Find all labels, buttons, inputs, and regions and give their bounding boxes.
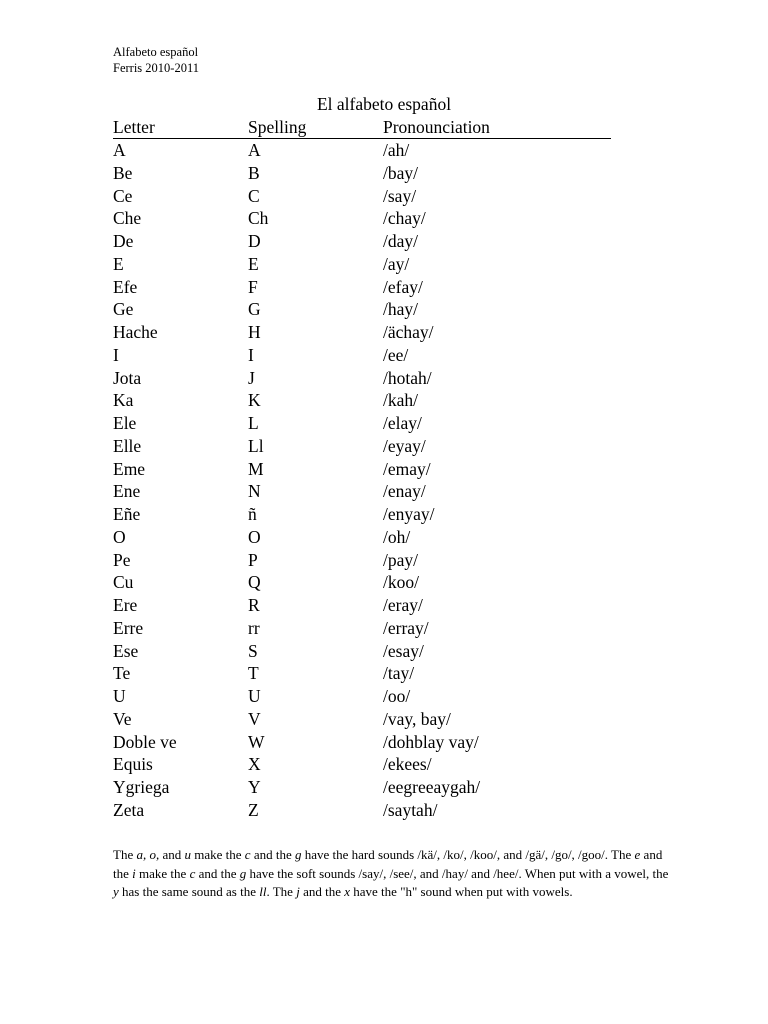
- pronunciation-cell: /enay/: [383, 481, 426, 502]
- note-text: and the: [250, 847, 295, 862]
- letter-name-cell: Doble ve: [113, 731, 177, 752]
- spelling-cell: G: [248, 299, 261, 320]
- pronunciation-cell: /efay/: [383, 276, 423, 297]
- pronunciation-cell: /eray/: [383, 595, 423, 615]
- letter-name-cell: Ge: [113, 299, 134, 320]
- table-row: [113, 617, 611, 640]
- column-header-pronunciation: Pronounciation: [383, 117, 490, 137]
- pronunciation-note: [113, 846, 673, 902]
- table-row: [113, 458, 611, 481]
- pronunciation-cell: /tay/: [383, 663, 415, 684]
- column-header-letter: Letter: [113, 117, 155, 137]
- note-text: have the "h" sound when put with vowels.: [350, 884, 573, 899]
- table-header: [113, 116, 611, 139]
- pronunciation-cell: /oo/: [383, 686, 411, 706]
- spelling-cell: F: [248, 276, 258, 297]
- table-row: [113, 503, 611, 526]
- table-row: [113, 799, 611, 822]
- pronunciation-cell: /elay/: [383, 413, 422, 433]
- spelling-cell: U: [248, 686, 261, 706]
- spelling-cell: V: [248, 708, 261, 729]
- spelling-cell: X: [248, 754, 261, 775]
- note-letter-y: y: [113, 884, 119, 899]
- note-letter-x: x: [344, 884, 351, 899]
- header-teacher-year: Ferris 2010-2011: [113, 61, 199, 75]
- table-row: [113, 162, 611, 185]
- table-row: [113, 435, 611, 458]
- table-row: [113, 298, 611, 321]
- pronunciation-cell: /eegreeaygah/: [383, 777, 481, 797]
- pronunciation-cell: /chay/: [383, 208, 426, 229]
- note-letter-c: c: [189, 865, 196, 881]
- spelling-cell: R: [248, 595, 260, 615]
- letter-name-cell: Che: [113, 208, 142, 229]
- spelling-cell: ñ: [248, 504, 257, 524]
- spelling-cell: rr: [248, 617, 260, 638]
- letter-name-cell: Hache: [113, 322, 158, 342]
- pronunciation-cell: /enyay/: [383, 504, 435, 524]
- pronunciation-cell: /koo/: [383, 572, 419, 593]
- note-letter-c: c: [244, 847, 251, 862]
- table-row: [113, 389, 611, 412]
- note-text: and the: [299, 884, 345, 899]
- table-row: [113, 594, 611, 617]
- table-row: [113, 708, 611, 731]
- spelling-cell: Z: [248, 799, 259, 820]
- doc-title: El alfabeto español: [316, 94, 452, 114]
- note-text: The: [113, 847, 137, 862]
- note-text: and the: [195, 865, 240, 881]
- table-row: [113, 526, 611, 549]
- spelling-cell: Ll: [248, 435, 264, 456]
- table-body: [113, 139, 611, 822]
- letter-name-cell: Cu: [113, 572, 134, 593]
- table-row: [113, 685, 611, 708]
- table-row: [113, 662, 611, 685]
- pronunciation-cell: /kah/: [383, 390, 418, 411]
- table-row: [113, 230, 611, 253]
- letter-name-cell: U: [113, 686, 126, 706]
- spelling-cell: C: [248, 185, 260, 206]
- letter-name-cell: O: [113, 526, 126, 547]
- table-row: [113, 549, 611, 572]
- table-row: [113, 571, 611, 594]
- letter-name-cell: Pe: [113, 549, 131, 570]
- spelling-cell: Ch: [248, 208, 269, 229]
- pronunciation-cell: /ay/: [383, 253, 410, 274]
- pronunciation-cell: /bay/: [383, 162, 418, 183]
- pronunciation-cell: /say/: [383, 185, 417, 206]
- spelling-cell: D: [248, 231, 261, 251]
- letter-name-cell: A: [113, 140, 126, 160]
- table-row: [113, 253, 611, 276]
- table-row: [113, 276, 611, 299]
- spelling-cell: I: [248, 344, 254, 365]
- note-text: have the hard sounds /kä/, /ko/, /koo/, and /gä/, /go/, /goo/. The: [301, 847, 635, 862]
- letter-name-cell: Equis: [113, 754, 153, 775]
- letter-name-cell: Ka: [113, 390, 134, 411]
- spelling-cell: S: [248, 640, 258, 661]
- pronunciation-cell: /dohblay vay/: [383, 731, 479, 752]
- pronunciation-cell: /eyay/: [383, 435, 426, 456]
- letter-name-cell: Ere: [113, 595, 138, 615]
- spelling-cell: H: [248, 322, 261, 342]
- table-row: [113, 207, 611, 230]
- letter-name-cell: Zeta: [113, 799, 145, 820]
- spelling-cell: O: [248, 526, 261, 547]
- spelling-cell: E: [248, 253, 259, 274]
- letter-name-cell: Te: [113, 663, 131, 684]
- pronunciation-cell: /ächay/: [383, 322, 434, 342]
- spelling-cell: L: [248, 413, 259, 433]
- note-text: and: [159, 847, 185, 862]
- letter-name-cell: De: [113, 231, 134, 251]
- spelling-cell: T: [248, 663, 259, 684]
- table-row: [113, 731, 611, 754]
- letter-name-cell: Elle: [113, 435, 142, 456]
- note-letter-ll: ll: [259, 884, 267, 899]
- header-course: Alfabeto español: [113, 45, 199, 59]
- letter-name-cell: Ese: [113, 640, 139, 661]
- letter-name-cell: Erre: [113, 617, 144, 638]
- pronunciation-cell: /hotah/: [383, 367, 432, 388]
- spelling-cell: N: [248, 481, 261, 502]
- note-text: have the soft sounds /say/, /see/, and /hay/ and /hee/. When put with a vowel, the: [246, 865, 669, 881]
- note-vowel-e: e: [634, 847, 641, 862]
- pronunciation-cell: /erray/: [383, 617, 429, 638]
- pronunciation-cell: /emay/: [383, 458, 431, 479]
- letter-name-cell: Ve: [113, 708, 132, 729]
- spelling-cell: W: [248, 731, 265, 752]
- note-letter-g: g: [294, 847, 302, 862]
- page-header: [113, 44, 199, 76]
- letter-name-cell: Ene: [113, 481, 141, 502]
- table-row: [113, 640, 611, 663]
- table-row: [113, 480, 611, 503]
- table-row: [113, 412, 611, 435]
- pronunciation-cell: /hay/: [383, 299, 418, 320]
- pronunciation-cell: /pay/: [383, 549, 418, 570]
- letter-name-cell: Eme: [113, 458, 146, 479]
- spelling-cell: M: [248, 458, 264, 479]
- table-row: [113, 753, 611, 776]
- spelling-cell: P: [248, 549, 258, 570]
- spelling-cell: J: [248, 367, 255, 388]
- pronunciation-cell: /saytah/: [383, 799, 438, 820]
- table-row: [113, 185, 611, 208]
- table-row: [113, 367, 611, 390]
- letter-name-cell: Efe: [113, 276, 138, 297]
- spelling-cell: Q: [248, 572, 261, 593]
- spelling-cell: K: [248, 390, 261, 411]
- spelling-cell: A: [248, 140, 261, 160]
- note-vowel-i: i: [132, 865, 136, 881]
- spelling-cell: B: [248, 162, 260, 183]
- note-letter-j: j: [296, 884, 300, 899]
- table-row: [113, 344, 611, 367]
- pronunciation-cell: /vay, bay/: [383, 708, 451, 729]
- note-text: make the: [135, 865, 190, 881]
- pronunciation-cell: /ah/: [383, 140, 410, 160]
- alphabet-table: [113, 116, 611, 822]
- note-vowel-u: u: [184, 847, 191, 862]
- letter-name-cell: Ygriega: [113, 777, 170, 797]
- pronunciation-cell: /esay/: [383, 640, 424, 661]
- letter-name-cell: Ce: [113, 185, 133, 206]
- pronunciation-cell: /ekees/: [383, 754, 432, 775]
- doc-title-wrap: [0, 93, 768, 115]
- table-row: [113, 776, 611, 799]
- pronunciation-cell: /ee/: [383, 344, 409, 365]
- note-text: make the: [191, 847, 245, 862]
- letter-name-cell: Jota: [113, 367, 142, 388]
- letter-name-cell: I: [113, 344, 119, 365]
- note-letter-g: g: [239, 865, 247, 881]
- letter-name-cell: E: [113, 253, 124, 274]
- pronunciation-cell: /day/: [383, 231, 418, 251]
- pronunciation-cell: /oh/: [383, 526, 411, 547]
- note-text: has the same sound as the: [118, 884, 260, 899]
- spelling-cell: Y: [248, 777, 261, 797]
- letter-name-cell: Be: [113, 162, 133, 183]
- note-vowels-a-o: a, o,: [136, 847, 160, 862]
- letter-name-cell: Eñe: [113, 504, 141, 524]
- table-row: [113, 139, 611, 162]
- letter-name-cell: Ele: [113, 413, 137, 433]
- note-text: . The: [266, 884, 297, 899]
- column-header-spelling: Spelling: [248, 117, 307, 137]
- note-paragraph: [113, 846, 673, 902]
- note-text: and the: [113, 847, 663, 881]
- table-row: [113, 321, 611, 344]
